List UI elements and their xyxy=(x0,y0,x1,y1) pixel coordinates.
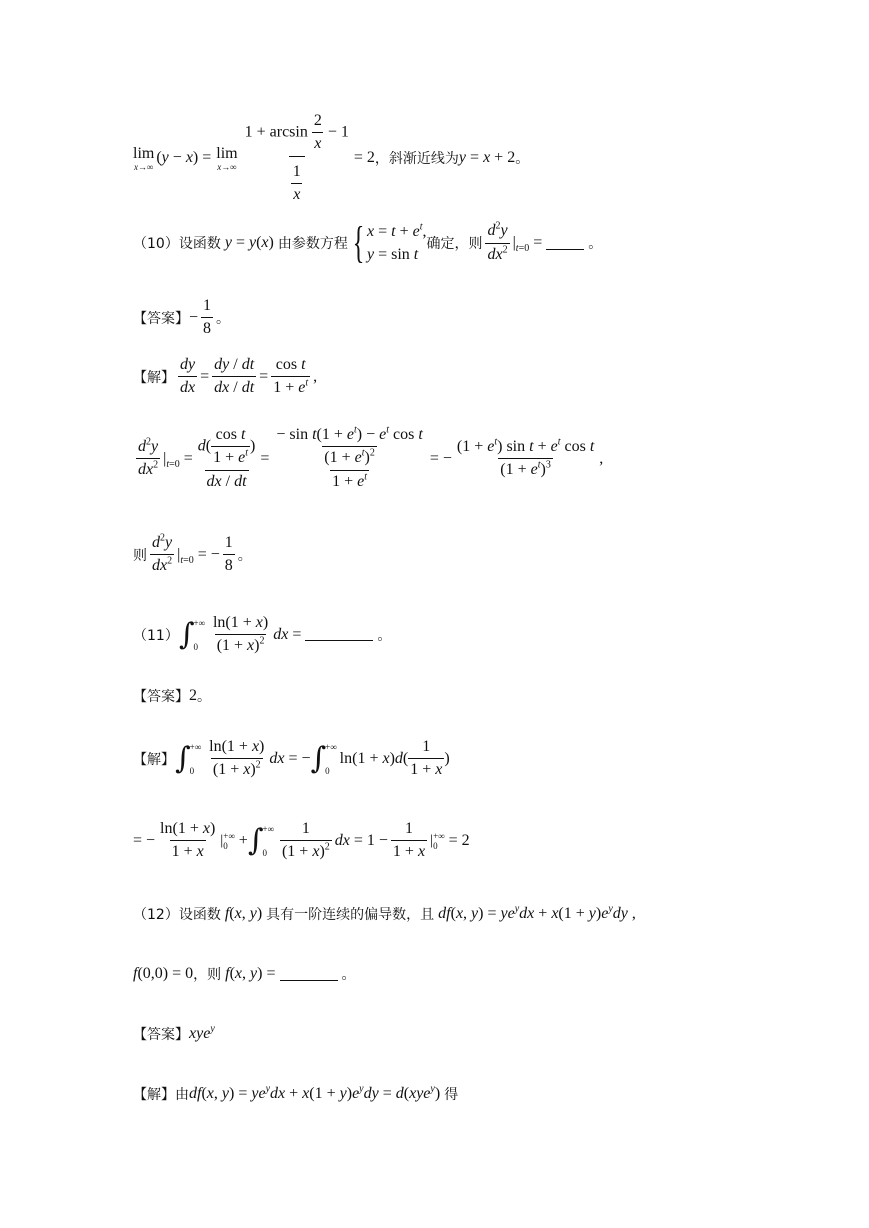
question-11: （11） ∫ +∞ 0 $\frac{\ln(1 + x)}{(1 + x)^2}$ dx = 。 xyxy=(133,614,392,655)
q10-answer: 【答案】 − $\frac{1}{8}$ 。 xyxy=(133,297,231,338)
question-12: （12） 设函数 f(x, y) 具有一阶连续的偏导数，且 df(x, $y) = ye^ydx + x(1 + y)e^ydy$ , xyxy=(133,903,636,923)
lim-operator-2: lim x→∞ xyxy=(216,144,238,172)
limit-fraction: 1 + arcsin $\frac{2}{x}$ − 1 $\frac{1}{x}$ xyxy=(244,112,349,204)
then-label: 则 xyxy=(133,547,147,564)
period: 。 xyxy=(515,151,530,168)
solution-label: 【解】 xyxy=(133,369,175,386)
q11-solution-1: 【解】 ∫ +∞ 0 $\frac{\ln(1 + x)}{(1 + x)^2}$ dx = − ∫ +∞ 0 ln(1 + x)d( $\frac{1}{1 + x}$ ) xyxy=(133,738,450,779)
q10-text-1: 设函数 xyxy=(178,236,221,253)
q12-answer: 【答案】 xye$^y$ xyxy=(133,1023,215,1043)
q11-solution-2: = − $\frac{\ln(1 + x)}{1 + x}$ | +∞ 0 + ∫ +∞ 0 $\frac{1}{(1 + x)^2}$ dx = 1 − $\frac{1}{1 + x}$ | +∞ 0 = 2 xyxy=(133,820,470,861)
q12-number: （12） xyxy=(133,907,179,923)
question-10: （10） 设函数 y = y(x) 由参数方程 { $x = t + e^t$, y = sin t 确定，则 $\frac{d^2y}{dx^2}$ $|_{t=0}$ = 。 xyxy=(133,218,603,268)
q10-solution-1: 【解】 $\frac{dy}{dx}$ = $\frac{dy / dt}{dx / dt}$ = $\frac{\text{cos t}}{1 + e^t}$ , xyxy=(133,356,318,397)
q12-solution: 【解】 由 df(x, $y) = ye^ydx + x(1 + y)e^ydy = d(xye^y)$ 得 xyxy=(133,1083,459,1103)
second-derivative: $\frac{d^2y}{dx^2}$ xyxy=(487,220,508,263)
q10-text-3: 确定，则 xyxy=(426,236,483,253)
q11-number: （11） xyxy=(133,627,179,644)
lim-operator: lim x→∞ xyxy=(133,144,155,172)
line-limit-asymptote: lim x→∞ (y − x) = lim x→∞ 1 + arcsin $\frac{2}{x}$ − 1 $\frac{1}{x}$ = 2 ，斜渐近线为 y = x + 2 。 xyxy=(133,112,530,204)
q10-blank xyxy=(546,237,584,250)
q11-answer-value: 2 xyxy=(189,687,197,704)
q10-text-2: 由参数方程 xyxy=(277,236,348,253)
parametric-system: { $x = t + e^t$, y = sin t xyxy=(352,218,427,268)
integral-sign: ∫ +∞ 0 xyxy=(178,616,205,652)
asymptote-equation: y = x + 2 xyxy=(458,149,516,167)
answer-fraction: $\frac{1}{8}$ xyxy=(203,297,212,338)
q10-number: （10） xyxy=(133,236,179,253)
q11-answer: 【答案】 2 。 xyxy=(133,687,211,705)
q10-solution-2: $\frac{d^2y}{dx^2}$ $|_{t=0}$ = d( $\frac{\text{cos t}}{1 + e^t}$ ) dx / dt = $\frac{\frac{- \sin t(1 + e^t) - e^t \cos t}{(1 + e^t)^2}}{1 + e^t}$ = − $\frac{(1 + e^t) \sin t + e^t \cos t}{(1 + e^t)^3}$ , xyxy=(138,424,604,490)
q12-blank xyxy=(280,968,338,981)
q11-blank xyxy=(305,628,373,641)
question-12-cont: f(0,0) = 0 ，则 f(x, y) = 。 xyxy=(133,965,356,983)
q10-function: y = y(x) xyxy=(224,234,278,252)
q12-answer-value: xye xyxy=(189,1025,211,1042)
asymptote-text: ，斜渐近线为 xyxy=(374,151,459,168)
answer-label: 【答案】 xyxy=(133,310,189,327)
q10-solution-3: 则 $\frac{d^2y}{dx^2}$ $|_{t=0}$ = − $\frac{1}{8}$ 。 xyxy=(133,532,252,575)
